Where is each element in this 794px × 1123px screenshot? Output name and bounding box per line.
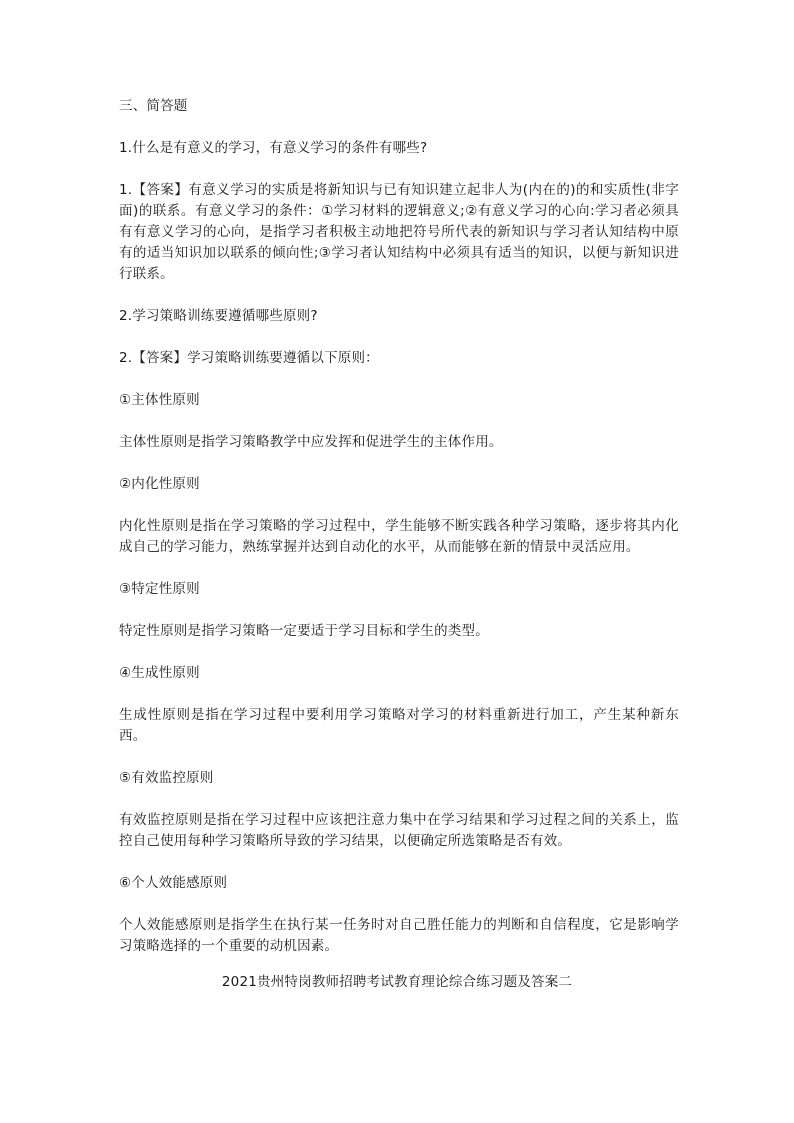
principle-1-desc: 主体性原则是指学习策略教学中应发挥和促进学生的主体作用。 xyxy=(119,434,503,450)
principle-5-title: ⑤有效监控原则 xyxy=(119,770,214,786)
principle-4-desc: 生成性原则是指在学习过程中要利用学习策略对学习的材料重新进行加工，产生某种新东西。 xyxy=(119,707,679,744)
section-title: 三、简答题 xyxy=(119,98,188,114)
principle-1-title: ①主体性原则 xyxy=(119,392,200,408)
principle-3-desc: 特定性原则是指学习策略一定要适于学习目标和学生的类型。 xyxy=(119,623,489,639)
principle-6-title: ⑥个人效能感原则 xyxy=(119,875,228,891)
page-footer: 2021贵州特岗教师招聘考试教育理论综合练习题及答案二 xyxy=(221,974,573,990)
answer-2-intro: 2.【答案】学习策略训练要遵循以下原则： xyxy=(119,350,379,366)
principle-5-desc: 有效监控原则是指在学习过程中应该把注意力集中在学习结果和学习过程之间的关系上，监控自己使用每种学习策略所导致的学习结果，以便确定所选策略是否有效。 xyxy=(119,812,679,849)
question-1: 1.什么是有意义的学习，有意义学习的条件有哪些? xyxy=(119,140,428,156)
page-content xyxy=(119,96,679,957)
principle-2-title: ②内化性原则 xyxy=(119,476,200,492)
principle-4-title: ④生成性原则 xyxy=(119,665,200,681)
answer-1: 1.【答案】有意义学习的实质是将新知识与已有知识建立起非人为(内在的)的和实质性(非字面)的联系。有意义学习的条件：①学习材料的逻辑意义;②有意义学习的心向:学习者必须具有有意义学习的心向，是指学习者积极主动地把符号所代表的新知识与学习者认知结构中原有的适当知识加以联系的倾向性;③学习者认知结构中必须具有适当的知识，以便与新知识进行联系。 xyxy=(119,182,679,282)
principle-6-desc: 个人效能感原则是指学生在执行某一任务时对自己胜任能力的判断和自信程度，它是影响学习策略选择的一个重要的动机因素。 xyxy=(119,917,679,954)
principle-3-title: ③特定性原则 xyxy=(119,581,200,597)
question-2: 2.学习策略训练要遵循哪些原则? xyxy=(119,308,318,324)
principle-2-desc: 内化性原则是指在学习策略的学习过程中，学生能够不断实践各种学习策略，逐步将其内化成自己的学习能力，熟练掌握并达到自动化的水平，从而能够在新的情景中灵活应用。 xyxy=(119,518,679,555)
